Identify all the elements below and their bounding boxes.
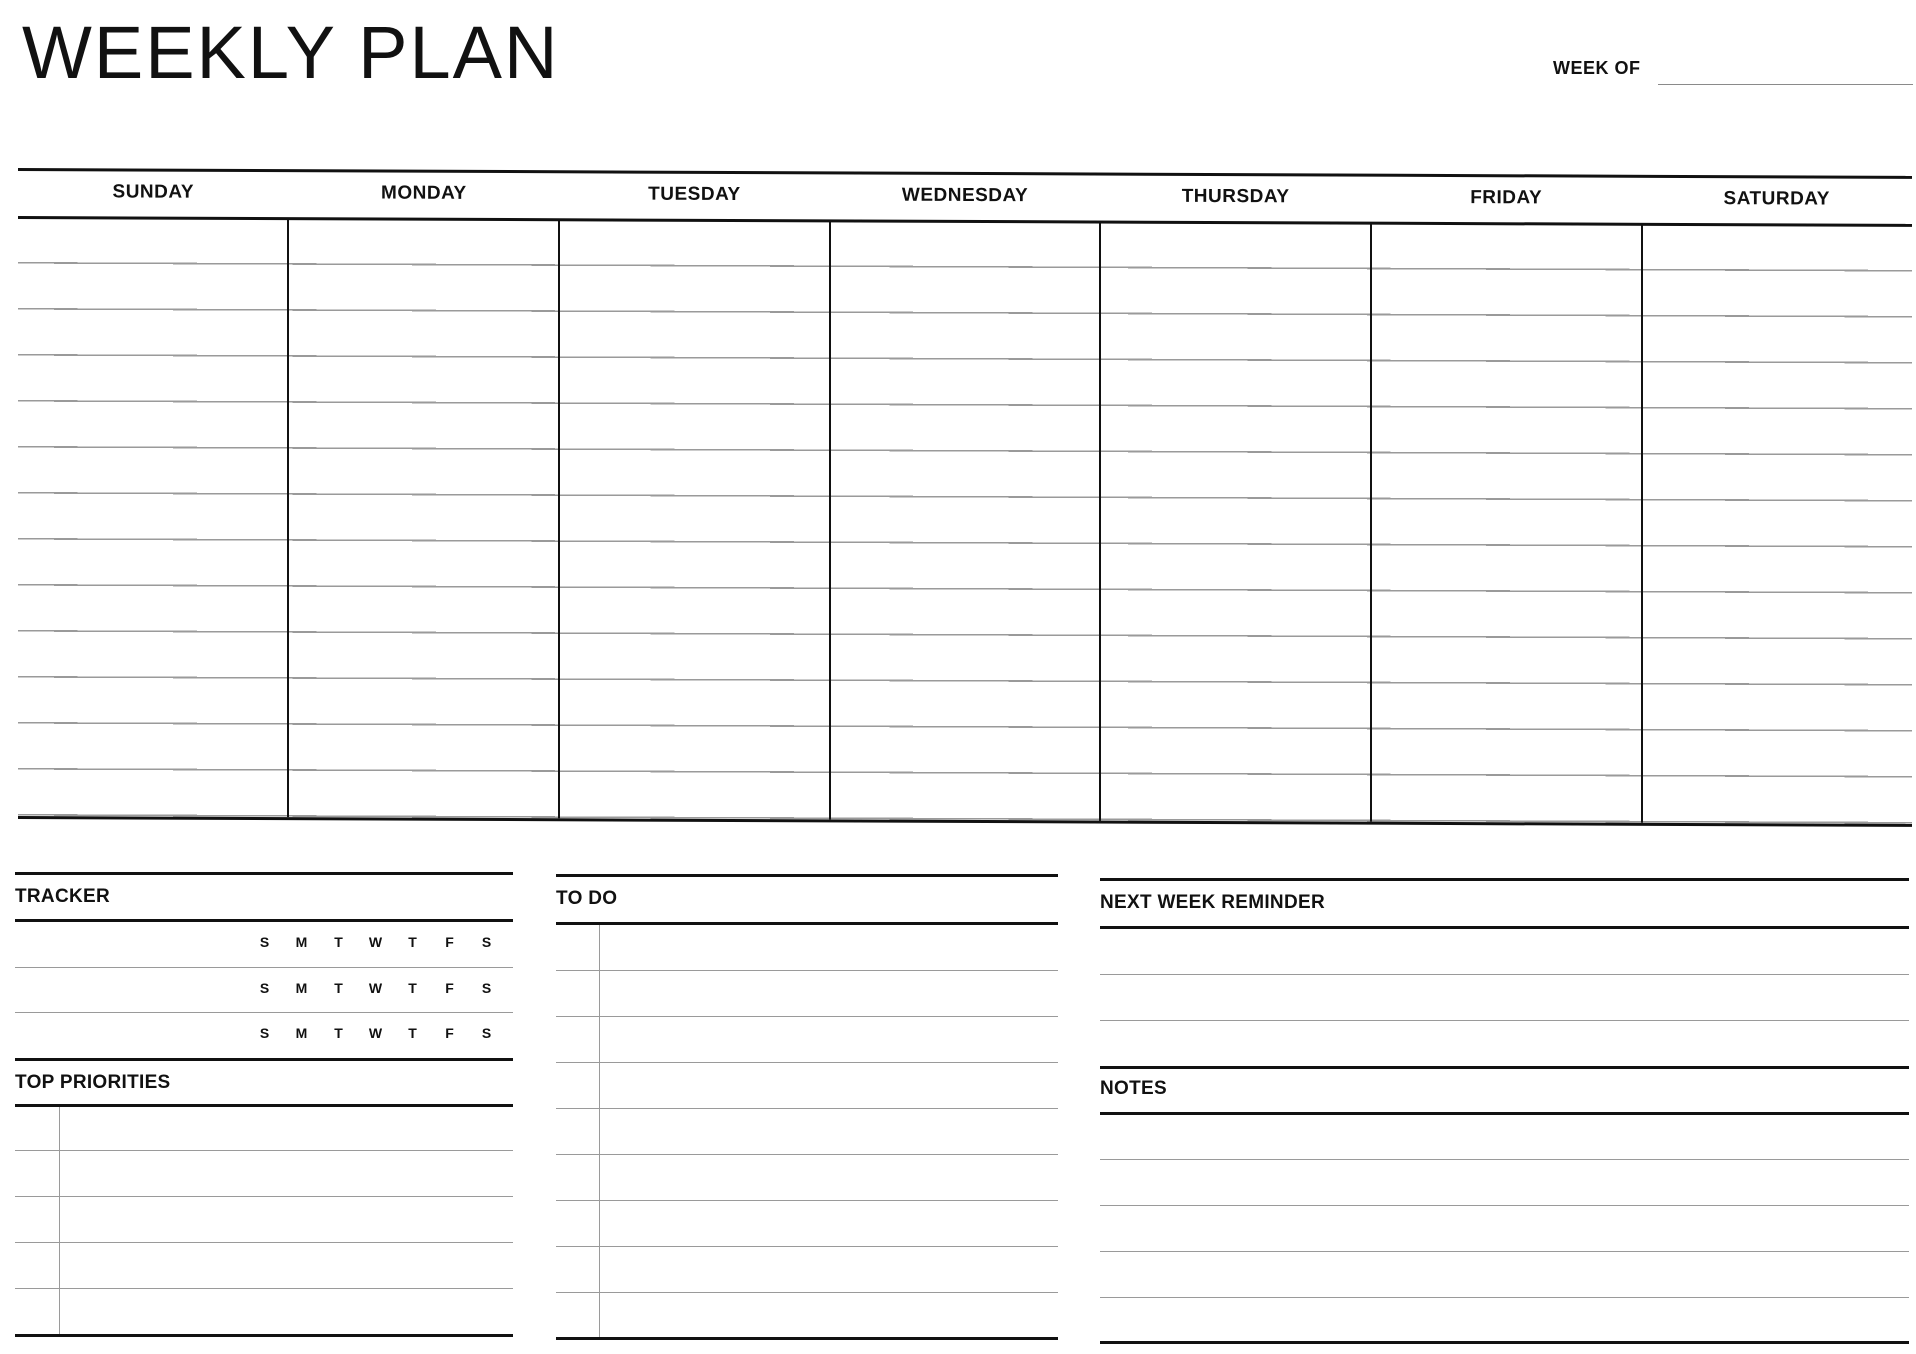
tracker-day-letters	[246, 980, 505, 996]
reminder-line[interactable]	[1100, 1020, 1909, 1021]
todo-line[interactable]	[556, 1062, 1058, 1063]
tracker-day-letter[interactable]: T	[334, 934, 343, 950]
tracker-day-letter[interactable]: T	[334, 980, 343, 996]
notes-header-rule	[1100, 1112, 1909, 1115]
tracker-day-letter[interactable]: W	[368, 934, 383, 950]
tracker-day-letter[interactable]: M	[295, 980, 308, 996]
tracker-row[interactable]	[15, 922, 513, 967]
priorities-header-rule	[15, 1104, 513, 1107]
page-title: WEEKLY PLAN	[22, 11, 560, 94]
day-columns	[18, 218, 1912, 824]
todo-line[interactable]	[556, 1246, 1058, 1247]
day-header-wednesday: WEDNESDAY	[901, 184, 1029, 207]
day-header-thursday: THURSDAY	[1181, 185, 1290, 208]
tracker-day-letter[interactable]: S	[259, 1025, 270, 1041]
todo-bottom-rule	[556, 1337, 1058, 1340]
tracker-row[interactable]	[15, 1013, 513, 1058]
todo-line[interactable]	[556, 1016, 1058, 1017]
tracker-day-letters	[246, 934, 505, 950]
tracker-day-letter[interactable]: T	[408, 934, 417, 950]
tracker-title: TRACKER	[15, 886, 110, 907]
reminder-line[interactable]	[1100, 974, 1909, 975]
day-column-thursday[interactable]	[1101, 223, 1372, 822]
todo-top-rule	[556, 874, 1058, 877]
priority-line[interactable]	[15, 1242, 513, 1243]
tracker-day-letter[interactable]: S	[481, 934, 492, 950]
day-column-monday[interactable]	[289, 219, 560, 818]
weekly-grid	[18, 168, 1912, 828]
day-column-wednesday[interactable]	[831, 221, 1102, 820]
tracker-day-letters	[246, 1025, 505, 1041]
tracker-day-letter[interactable]: S	[259, 934, 270, 950]
priority-line[interactable]	[15, 1196, 513, 1197]
tracker-day-letter[interactable]: W	[368, 980, 383, 996]
tracker-day-letter[interactable]: S	[481, 980, 492, 996]
day-headers	[18, 168, 1912, 224]
day-column-friday[interactable]	[1372, 224, 1643, 823]
day-column-sunday[interactable]	[18, 218, 289, 817]
day-header-tuesday: TUESDAY	[648, 183, 741, 206]
todo-line[interactable]	[556, 1154, 1058, 1155]
day-header-saturday: SATURDAY	[1723, 188, 1830, 210]
day-header-friday: FRIDAY	[1470, 187, 1543, 209]
tracker-day-letter[interactable]: S	[481, 1025, 492, 1041]
week-of-label: WEEK OF	[1553, 58, 1641, 78]
priorities-top-rule	[15, 1058, 513, 1061]
priority-line[interactable]	[15, 1150, 513, 1151]
day-column-tuesday[interactable]	[560, 220, 831, 819]
todo-header-rule	[556, 922, 1058, 925]
reminder-header-rule	[1100, 926, 1909, 929]
notes-bottom-rule	[1100, 1341, 1909, 1344]
next-week-reminder-title: NEXT WEEK REMINDER	[1100, 892, 1325, 913]
todo-line[interactable]	[556, 970, 1058, 971]
todo-title: TO DO	[556, 888, 618, 909]
tracker-day-letter[interactable]: W	[368, 1025, 383, 1041]
tracker-day-letter[interactable]: M	[295, 934, 308, 950]
week-of-field[interactable]	[1658, 84, 1913, 85]
notes-line[interactable]	[1100, 1159, 1909, 1160]
tracker-day-letter[interactable]: M	[295, 1025, 308, 1041]
tracker-day-letter[interactable]: F	[445, 1025, 454, 1041]
tracker-day-letter[interactable]: F	[445, 934, 454, 950]
priorities-bottom-rule	[15, 1334, 513, 1337]
tracker-day-letter[interactable]: S	[259, 980, 270, 996]
notes-title: NOTES	[1100, 1078, 1167, 1099]
day-header-monday: MONDAY	[381, 182, 467, 204]
tracker-day-letter[interactable]: T	[408, 1025, 417, 1041]
tracker-day-letter[interactable]: T	[408, 980, 417, 996]
priorities-check-column-rule	[59, 1107, 60, 1336]
notes-line[interactable]	[1100, 1251, 1909, 1252]
tracker-day-letter[interactable]: F	[445, 980, 454, 996]
todo-line[interactable]	[556, 1108, 1058, 1109]
todo-check-column-rule	[599, 925, 600, 1337]
priority-line[interactable]	[15, 1288, 513, 1289]
day-header-sunday: SUNDAY	[112, 181, 195, 203]
tracker-row[interactable]	[15, 968, 513, 1013]
reminder-top-rule	[1100, 878, 1909, 881]
top-priorities-title: TOP PRIORITIES	[15, 1072, 171, 1093]
todo-line[interactable]	[556, 1200, 1058, 1201]
reminder-bottom-rule	[1100, 1066, 1909, 1069]
tracker-top-rule	[15, 872, 513, 875]
todo-line[interactable]	[556, 1292, 1058, 1293]
tracker-day-letter[interactable]: T	[334, 1025, 343, 1041]
day-column-saturday[interactable]	[1643, 225, 1912, 824]
notes-line[interactable]	[1100, 1297, 1909, 1298]
notes-line[interactable]	[1100, 1205, 1909, 1206]
